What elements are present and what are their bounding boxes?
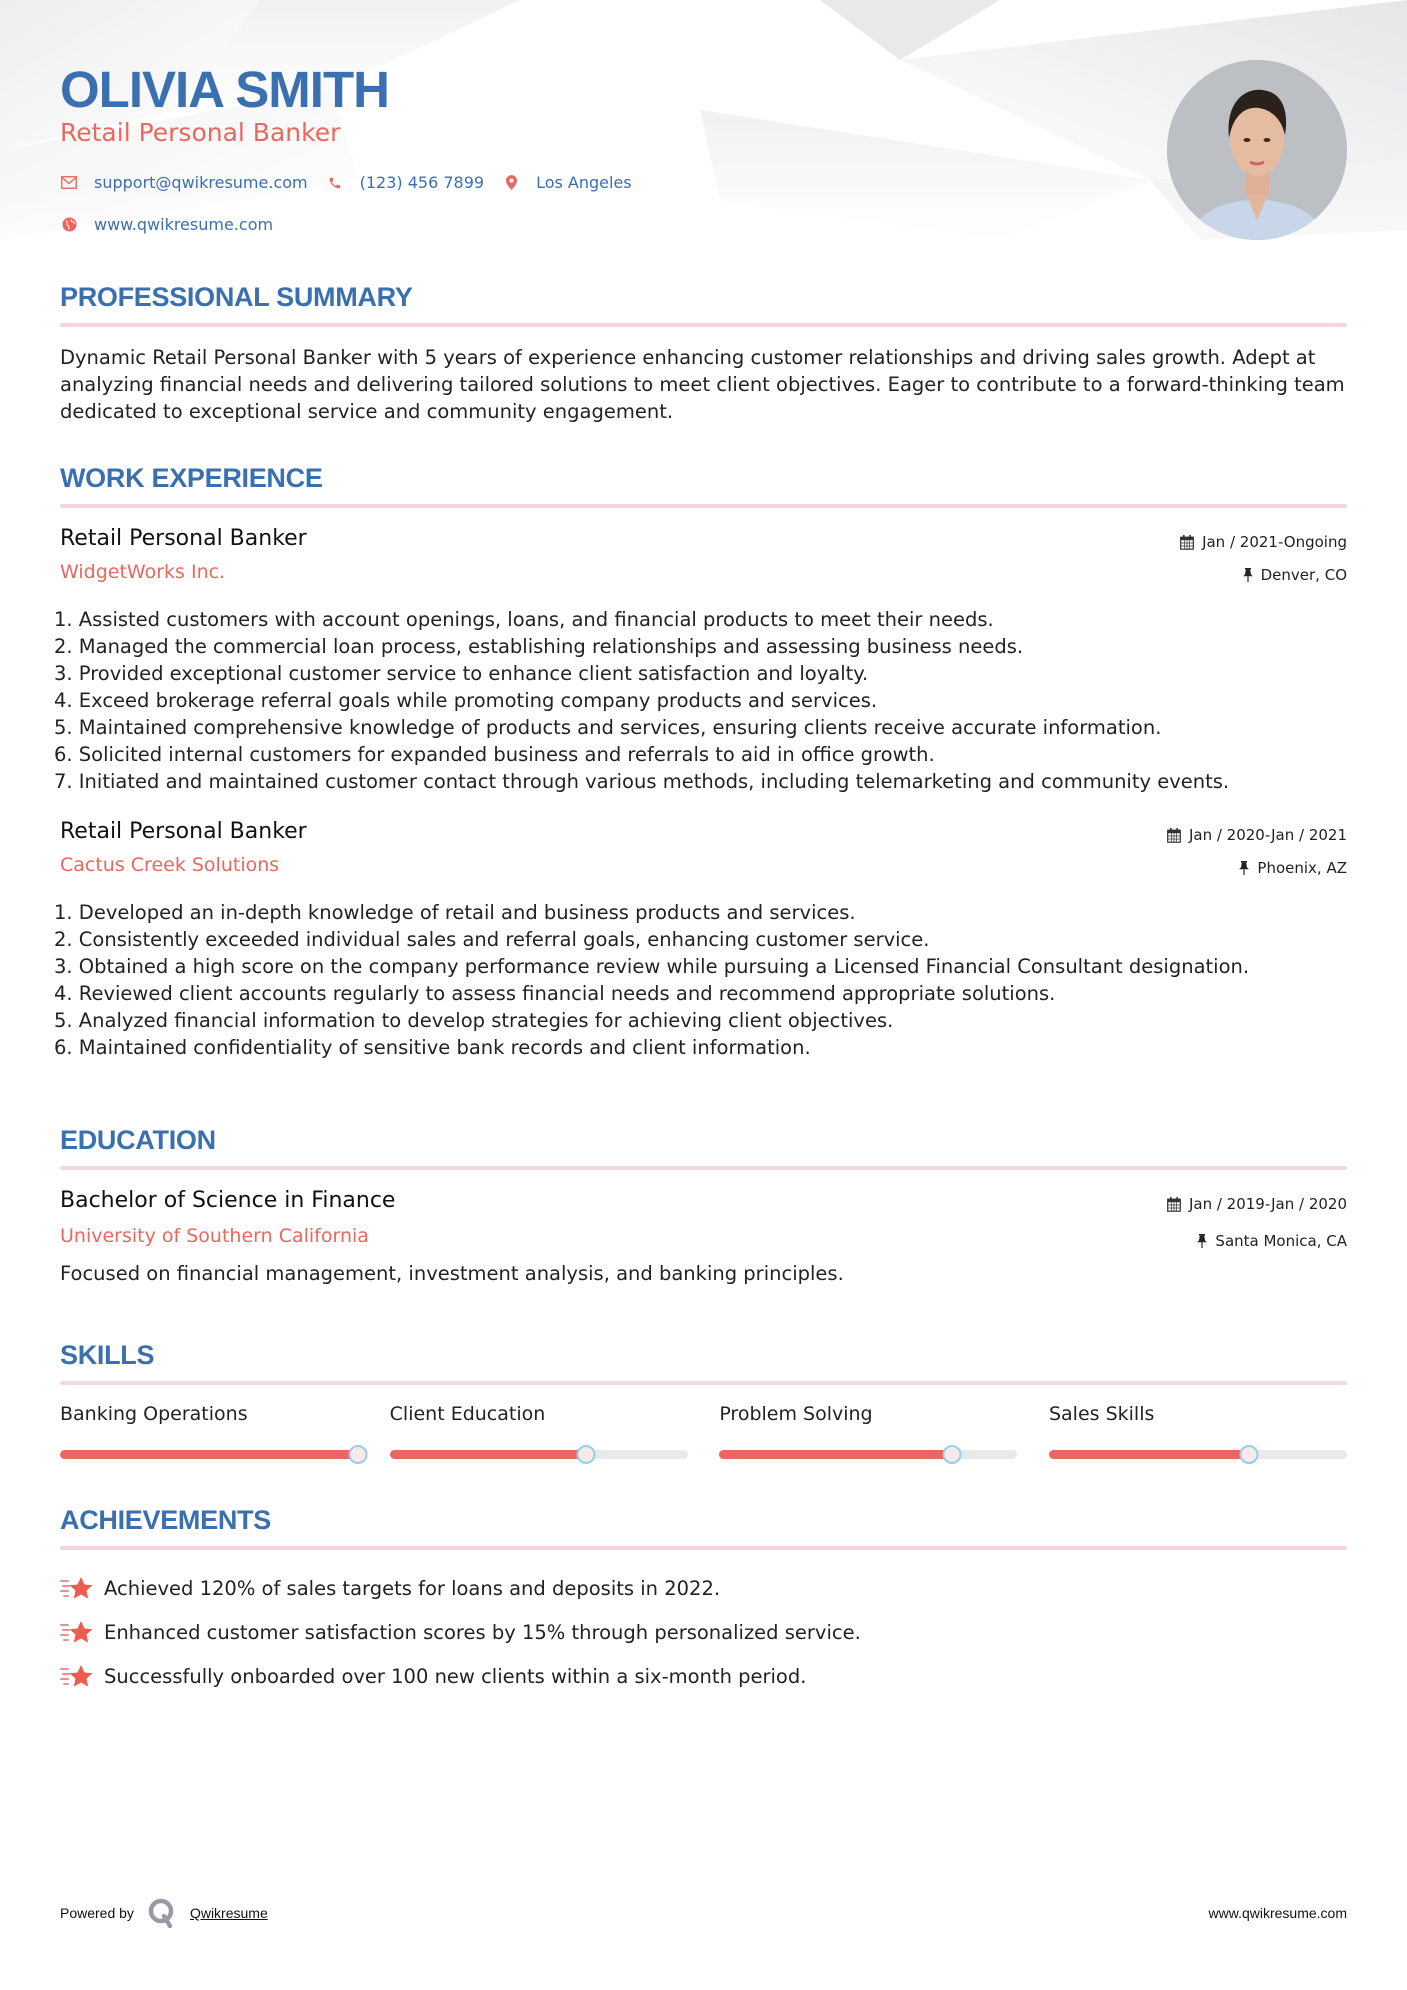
skills-list bbox=[60, 1403, 1347, 1459]
section-achievements bbox=[60, 1505, 1347, 1698]
job-dates bbox=[1167, 825, 1347, 845]
list-item: 6. Maintained confidentiality of sensitive bank records and client information. bbox=[54, 1036, 811, 1059]
candidate-name: OLIVIA SMITH bbox=[60, 61, 389, 118]
job-responsibilities bbox=[54, 606, 1347, 795]
list-item: 4. Exceed brokerage referral goals while promoting company products and services. bbox=[54, 689, 878, 712]
job-responsibilities bbox=[54, 899, 1347, 1061]
section-work-experience bbox=[54, 463, 1347, 1061]
job-location-text: Phoenix, AZ bbox=[1257, 859, 1347, 877]
envelope-icon bbox=[60, 174, 78, 192]
school-name: University of Southern California bbox=[60, 1225, 369, 1247]
contact-location bbox=[502, 173, 632, 192]
phone-text[interactable]: (123) 456 7899 bbox=[359, 173, 485, 192]
achievement-item bbox=[60, 1654, 1347, 1698]
skill-level-knob bbox=[577, 1445, 596, 1464]
list-item: 5. Analyzed financial information to develop strategies for achieving client objectives. bbox=[54, 1009, 894, 1032]
pushpin-icon bbox=[1243, 568, 1253, 582]
section-education bbox=[60, 1125, 1347, 1285]
skill-item bbox=[390, 1403, 688, 1459]
powered-by-label: Powered by bbox=[60, 1905, 134, 1921]
contact-phone[interactable] bbox=[326, 173, 484, 192]
skill-level-fill bbox=[390, 1450, 587, 1459]
job-dates-text: Jan / 2021-Ongoing bbox=[1202, 533, 1347, 551]
section-divider bbox=[60, 504, 1347, 508]
list-item: 5. Maintained comprehensive knowledge of products and services, ensuring clients receive accurate information. bbox=[54, 716, 1162, 739]
list-item: 4. Reviewed client accounts regularly to assess financial needs and recommend appropriate solutions. bbox=[54, 982, 1056, 1005]
skill-level-fill bbox=[719, 1450, 951, 1459]
list-item: 3. Provided exceptional customer service to enhance client satisfaction and loyalty. bbox=[54, 662, 869, 685]
skill-level-bar bbox=[60, 1450, 358, 1459]
contact-row-secondary bbox=[60, 215, 291, 234]
email-text[interactable]: support@qwikresume.com bbox=[94, 173, 308, 192]
job-meta bbox=[1180, 532, 1347, 585]
page-footer bbox=[60, 1898, 1347, 1928]
pushpin-icon bbox=[1239, 861, 1249, 875]
skill-item bbox=[1049, 1403, 1347, 1459]
education-header bbox=[60, 1188, 1347, 1260]
shooting-star-icon bbox=[60, 1662, 94, 1690]
contact-website[interactable] bbox=[60, 215, 273, 234]
skill-name: Client Education bbox=[389, 1403, 546, 1425]
job-entry bbox=[54, 526, 1347, 795]
resume-header bbox=[60, 0, 1347, 250]
skill-level-fill bbox=[60, 1450, 358, 1459]
skill-name: Banking Operations bbox=[60, 1403, 248, 1425]
phone-icon bbox=[326, 174, 344, 192]
section-heading: SKILLS bbox=[60, 1340, 155, 1370]
list-item: 6. Solicited internal customers for expanded business and referrals to aid in office growth. bbox=[54, 743, 935, 766]
skill-level-bar bbox=[1049, 1450, 1347, 1459]
job-company: WidgetWorks Inc. bbox=[60, 561, 226, 583]
job-location-text: Denver, CO bbox=[1260, 566, 1347, 584]
skill-level-knob bbox=[1239, 1445, 1258, 1464]
job-header bbox=[60, 819, 1347, 899]
section-divider bbox=[60, 1166, 1347, 1170]
section-professional-summary bbox=[60, 282, 1347, 425]
skill-level-knob bbox=[349, 1445, 368, 1464]
section-heading: PROFESSIONAL SUMMARY bbox=[60, 282, 413, 312]
skill-name: Sales Skills bbox=[1048, 1403, 1155, 1425]
skill-level-knob bbox=[942, 1445, 961, 1464]
education-meta bbox=[1167, 1194, 1347, 1251]
skill-level-bar bbox=[390, 1450, 688, 1459]
profile-photo bbox=[1167, 60, 1347, 240]
section-divider bbox=[60, 1381, 1347, 1385]
job-meta bbox=[1167, 825, 1347, 878]
calendar-icon bbox=[1180, 535, 1194, 550]
contact-email[interactable] bbox=[60, 173, 308, 192]
candidate-title: Retail Personal Banker bbox=[60, 118, 341, 147]
shooting-star-icon bbox=[60, 1574, 94, 1602]
degree-title: Bachelor of Science in Finance bbox=[60, 1188, 396, 1213]
contact-row-primary bbox=[60, 173, 650, 192]
website-text[interactable]: www.qwikresume.com bbox=[94, 215, 274, 234]
section-skills bbox=[60, 1340, 1347, 1459]
job-dates-text: Jan / 2020-Jan / 2021 bbox=[1188, 826, 1347, 844]
job-entry bbox=[54, 819, 1347, 1061]
list-item: 1. Assisted customers with account openings, loans, and financial products to meet their needs. bbox=[54, 608, 994, 631]
map-pin-icon bbox=[502, 174, 520, 192]
footer-website[interactable]: www.qwikresume.com bbox=[1208, 1905, 1347, 1921]
section-divider bbox=[60, 323, 1347, 327]
education-location-text: Santa Monica, CA bbox=[1215, 1232, 1347, 1250]
job-title: Retail Personal Banker bbox=[60, 819, 307, 844]
job-title: Retail Personal Banker bbox=[60, 526, 307, 551]
skill-level-bar bbox=[719, 1450, 1017, 1459]
achievement-item bbox=[60, 1610, 1347, 1654]
pushpin-icon bbox=[1197, 1234, 1207, 1248]
globe-icon bbox=[60, 216, 78, 234]
achievement-item bbox=[60, 1566, 1347, 1610]
skill-name: Problem Solving bbox=[719, 1403, 873, 1425]
job-company: Cactus Creek Solutions bbox=[60, 854, 280, 876]
powered-by bbox=[60, 1898, 268, 1928]
job-location bbox=[1167, 858, 1347, 878]
list-item: 7. Initiated and maintained customer contact through various methods, including telemarketing and community events. bbox=[54, 770, 1230, 793]
skill-item bbox=[60, 1403, 358, 1459]
section-heading: EDUCATION bbox=[60, 1125, 216, 1155]
section-divider bbox=[60, 1546, 1347, 1550]
calendar-icon bbox=[1167, 1197, 1181, 1212]
achievements-list bbox=[60, 1566, 1347, 1698]
list-item: 1. Developed an in-depth knowledge of retail and business products and services. bbox=[54, 901, 856, 924]
achievement-text: Achieved 120% of sales targets for loans and deposits in 2022. bbox=[104, 1576, 721, 1600]
education-location bbox=[1167, 1231, 1347, 1251]
education-description: Focused on financial management, investment analysis, and banking principles. bbox=[60, 1262, 844, 1285]
education-dates bbox=[1167, 1194, 1347, 1214]
job-dates bbox=[1180, 532, 1347, 552]
calendar-icon bbox=[1167, 828, 1181, 843]
summary-text: Dynamic Retail Personal Banker with 5 years of experience enhancing customer relationships and driving sales growth. Adept at analyzing financial needs and delivering tailored solutions to meet client objectives. Eager to contribute to a forward-thinking team dedicated to exceptional service and community engagement. bbox=[60, 346, 1345, 423]
section-heading: ACHIEVEMENTS bbox=[60, 1505, 271, 1535]
achievement-text: Enhanced customer satisfaction scores by 15% through personalized service. bbox=[104, 1620, 861, 1644]
education-entry bbox=[60, 1188, 1347, 1285]
job-header bbox=[60, 526, 1347, 606]
achievement-text: Successfully onboarded over 100 new clients within a six-month period. bbox=[104, 1664, 807, 1688]
job-location bbox=[1180, 565, 1347, 585]
portrait-illustration bbox=[1167, 60, 1347, 240]
location-text: Los Angeles bbox=[536, 173, 632, 192]
list-item: 3. Obtained a high score on the company performance review while pursuing a Licensed Financial Consultant designation. bbox=[54, 955, 1250, 978]
section-heading: WORK EXPERIENCE bbox=[60, 463, 323, 493]
qwikresume-logo-icon bbox=[148, 1898, 176, 1928]
qwikresume-link[interactable]: Qwikresume bbox=[189, 1905, 268, 1921]
list-item: 2. Managed the commercial loan process, establishing relationships and assessing business needs. bbox=[54, 635, 1024, 658]
education-dates-text: Jan / 2019-Jan / 2020 bbox=[1188, 1195, 1347, 1213]
skill-level-fill bbox=[1049, 1450, 1249, 1459]
shooting-star-icon bbox=[60, 1618, 94, 1646]
skill-item bbox=[719, 1403, 1017, 1459]
list-item: 2. Consistently exceeded individual sales and referral goals, enhancing customer service. bbox=[54, 928, 930, 951]
